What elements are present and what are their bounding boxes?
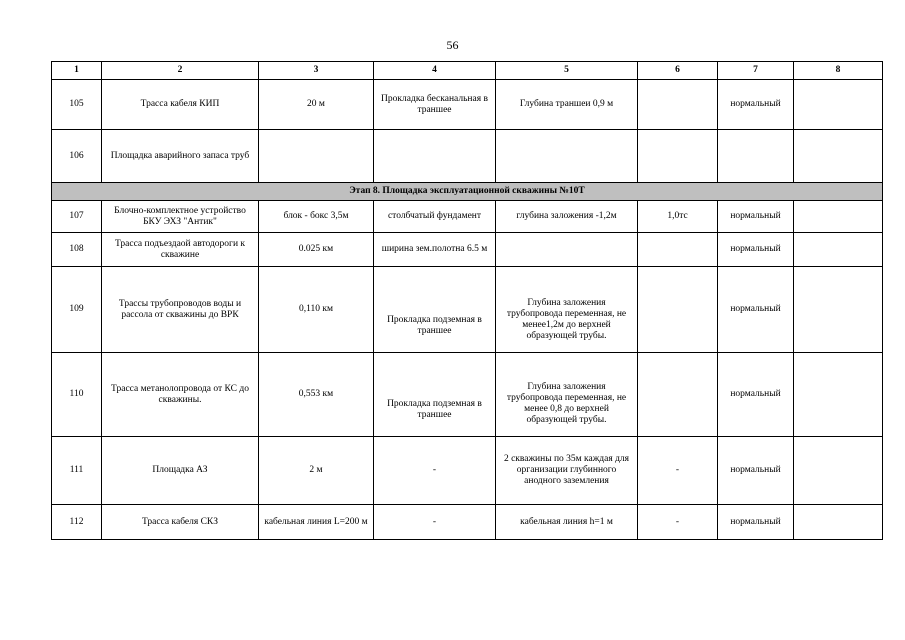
table-row bbox=[52, 353, 883, 437]
column-header: 4 bbox=[374, 62, 496, 80]
object-name: Трасса кабеля КИП bbox=[102, 80, 259, 130]
status-value: нормальный bbox=[718, 233, 794, 267]
column-header: 8 bbox=[794, 62, 883, 80]
object-name: Площадка аварийного запаса труб bbox=[102, 130, 259, 183]
page-number: 56 bbox=[446, 38, 459, 52]
load-value bbox=[638, 353, 718, 437]
object-name: Трасса подъездаой автодороги к скважине bbox=[102, 233, 259, 267]
column-header: 2 bbox=[102, 62, 259, 80]
load-value bbox=[638, 130, 718, 183]
foundation-type: столбчатый фундамент bbox=[374, 201, 496, 233]
depth-info: глубина заложения -1,2м bbox=[496, 201, 638, 233]
status-value: нормальный bbox=[718, 437, 794, 505]
load-value: - bbox=[638, 437, 718, 505]
foundation-type: - bbox=[374, 437, 496, 505]
note-value bbox=[794, 353, 883, 437]
note-value bbox=[794, 130, 883, 183]
note-value bbox=[794, 267, 883, 353]
row-number: 105 bbox=[52, 80, 102, 130]
foundation-type: - bbox=[374, 505, 496, 540]
depth-info: Глубина траншеи 0,9 м bbox=[496, 80, 638, 130]
table-row bbox=[52, 80, 883, 130]
object-size: 0,110 км bbox=[259, 267, 374, 353]
depth-info: 2 скважины по 35м каждая для организации глубинного анодного заземления bbox=[496, 437, 638, 505]
table-row bbox=[52, 437, 883, 505]
column-header: 7 bbox=[718, 62, 794, 80]
object-name: Площадка АЗ bbox=[102, 437, 259, 505]
depth-info: Глубина заложения трубопровода переменная, не менее1,2м до верхней образующей трубы. bbox=[496, 267, 638, 353]
load-value bbox=[638, 267, 718, 353]
status-value: нормальный bbox=[718, 353, 794, 437]
depth-info: кабельная линия h=1 м bbox=[496, 505, 638, 540]
object-size: 2 м bbox=[259, 437, 374, 505]
table-row bbox=[52, 505, 883, 540]
foundation-type bbox=[374, 130, 496, 183]
load-value bbox=[638, 233, 718, 267]
column-header: 6 bbox=[638, 62, 718, 80]
stage-title: Этап 8. Площадка эксплуатационной скважины №10Т bbox=[52, 183, 883, 201]
row-number: 108 bbox=[52, 233, 102, 267]
foundation-type: ширина зем.полотна 6.5 м bbox=[374, 233, 496, 267]
note-value bbox=[794, 201, 883, 233]
stage-row bbox=[52, 183, 883, 201]
foundation-type: Прокладка бесканальная в траншее bbox=[374, 80, 496, 130]
status-value: нормальный bbox=[718, 80, 794, 130]
note-value bbox=[794, 233, 883, 267]
object-size: кабельная линия L=200 м bbox=[259, 505, 374, 540]
row-number: 107 bbox=[52, 201, 102, 233]
status-value bbox=[718, 130, 794, 183]
table-row bbox=[52, 201, 883, 233]
table-row bbox=[52, 233, 883, 267]
object-size: 0,553 км bbox=[259, 353, 374, 437]
note-value bbox=[794, 80, 883, 130]
column-header: 3 bbox=[259, 62, 374, 80]
object-name: Трассы трубопроводов воды и рассола от скважины до ВРК bbox=[102, 267, 259, 353]
object-size: блок - бокс 3,5м bbox=[259, 201, 374, 233]
object-name: Трасса метанолопровода от КС до скважины. bbox=[102, 353, 259, 437]
object-size: 20 м bbox=[259, 80, 374, 130]
depth-info: Глубина заложения трубопровода переменная, не менее 0,8 до верхней образующей трубы. bbox=[496, 353, 638, 437]
data-table bbox=[51, 61, 883, 540]
object-name: Трасса кабеля СКЗ bbox=[102, 505, 259, 540]
row-number: 109 bbox=[52, 267, 102, 353]
row-number: 110 bbox=[52, 353, 102, 437]
row-number: 111 bbox=[52, 437, 102, 505]
table-row bbox=[52, 267, 883, 353]
header-row bbox=[52, 62, 883, 80]
load-value: 1,0тс bbox=[638, 201, 718, 233]
load-value bbox=[638, 80, 718, 130]
column-header: 1 bbox=[52, 62, 102, 80]
status-value: нормальный bbox=[718, 505, 794, 540]
object-name: Блочно-комплектное устройство БКУ ЭХЗ "Антик" bbox=[102, 201, 259, 233]
load-value: - bbox=[638, 505, 718, 540]
foundation-type: Прокладка подземная в траншее bbox=[374, 353, 496, 437]
status-value: нормальный bbox=[718, 201, 794, 233]
table-row bbox=[52, 130, 883, 183]
column-header: 5 bbox=[496, 62, 638, 80]
row-number: 112 bbox=[52, 505, 102, 540]
note-value bbox=[794, 437, 883, 505]
object-size: 0.025 км bbox=[259, 233, 374, 267]
note-value bbox=[794, 505, 883, 540]
depth-info bbox=[496, 130, 638, 183]
foundation-type: Прокладка подземная в траншее bbox=[374, 267, 496, 353]
row-number: 106 bbox=[52, 130, 102, 183]
object-size bbox=[259, 130, 374, 183]
depth-info bbox=[496, 233, 638, 267]
status-value: нормальный bbox=[718, 267, 794, 353]
